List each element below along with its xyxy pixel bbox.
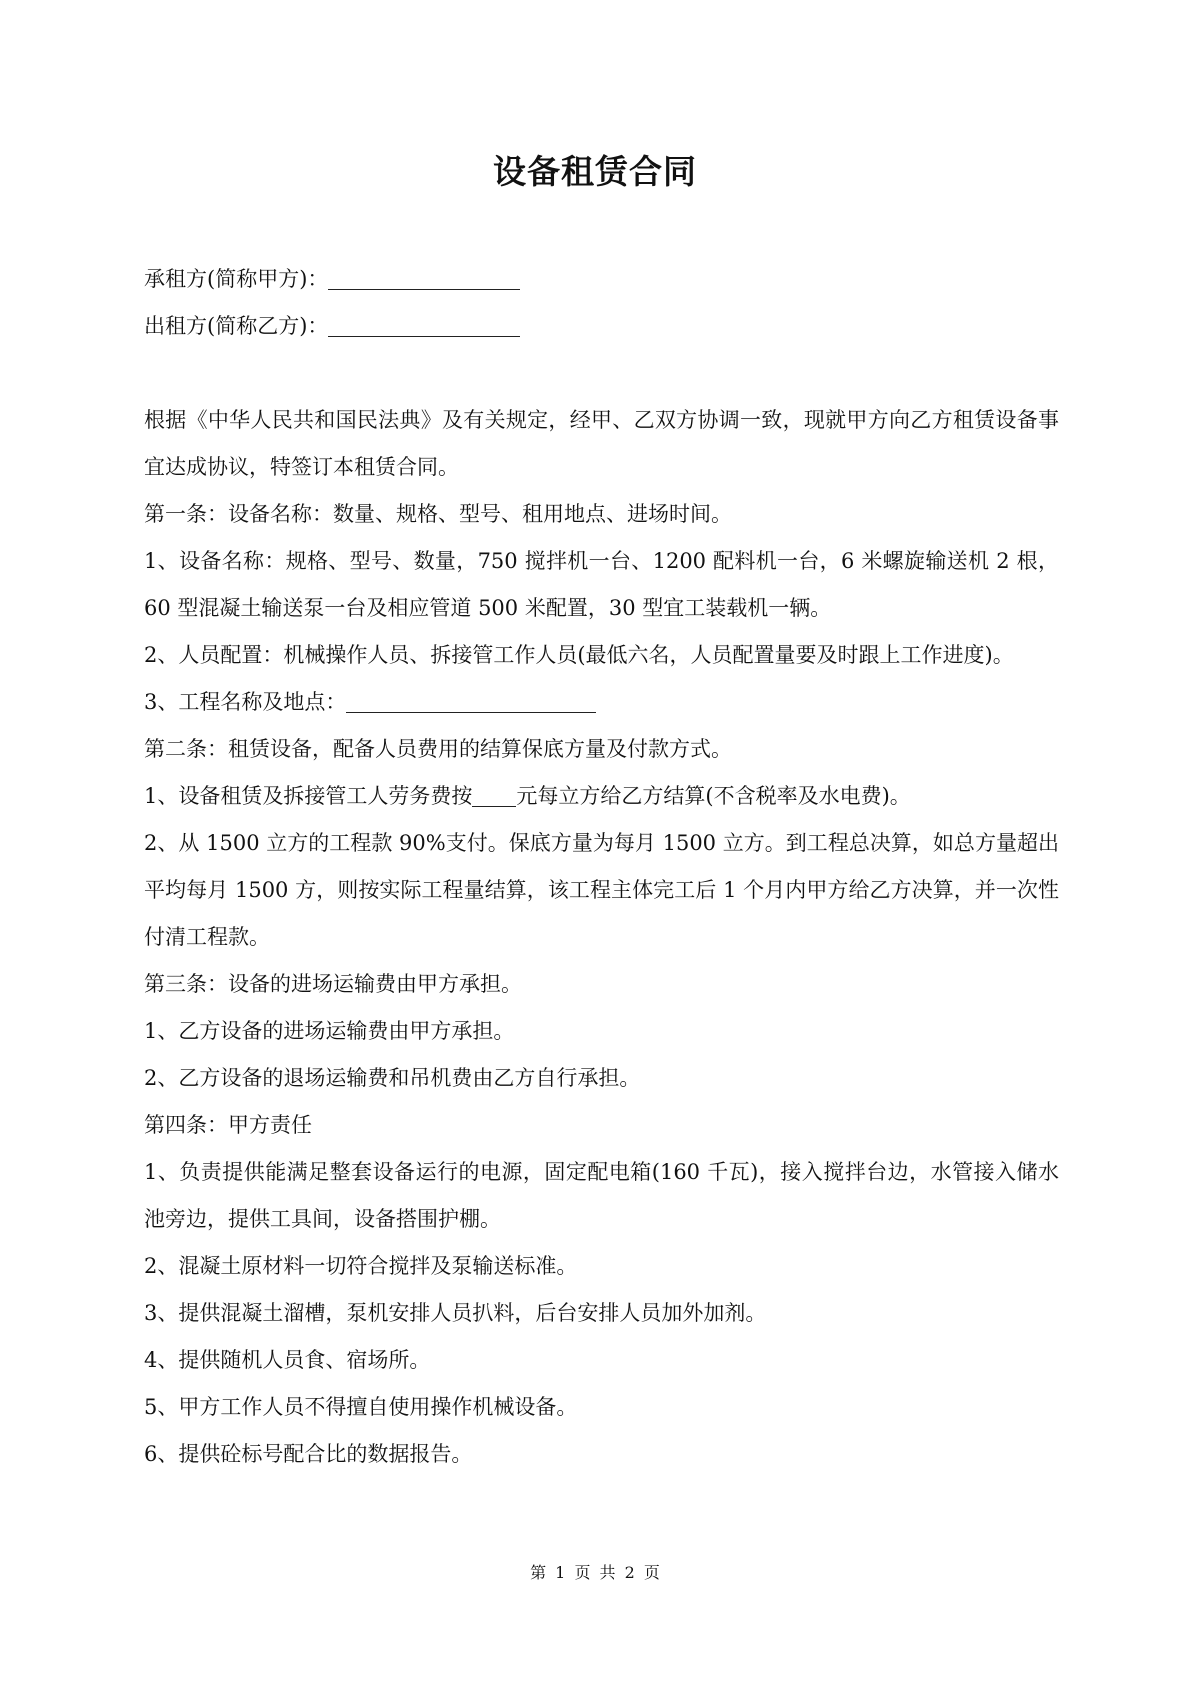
- document-title: 设备租赁合同: [493, 152, 697, 191]
- article-4-item-1: 1、负责提供能满足整套设备运行的电源，固定配电箱(160 千瓦)，接入搅拌台边，水管接入储水池旁边，提供工具间，设备搭围护棚。: [144, 1160, 1059, 1231]
- party-b-label: 出租方(简称乙方)：: [144, 314, 329, 338]
- article-2-title: 第二条：租赁设备，配备人员费用的结算保底方量及付款方式。: [144, 737, 732, 761]
- party-b-line: [144, 303, 1059, 350]
- article-1-item-3: [144, 679, 1059, 726]
- document-body: [144, 256, 1059, 1478]
- project-site-blank: [346, 686, 596, 713]
- article-1-item-1: 1、设备名称：规格、型号、数量，750 搅拌机一台、1200 配料机一台，6 米螺旋输送机 2 根，60 型混凝土输送泵一台及相应管道 500 米配置，30 型宜工装载机一辆。: [144, 549, 1059, 620]
- article-3-item-1: 1、乙方设备的进场运输费由甲方承担。: [144, 1019, 515, 1043]
- article-1-title: 第一条：设备名称：数量、规格、型号、租用地点、进场时间。: [144, 502, 732, 526]
- party-b-blank: [328, 310, 520, 337]
- article-4-title: 第四条：甲方责任: [144, 1113, 312, 1137]
- article-4-item-6: 6、提供砼标号配合比的数据报告。: [144, 1442, 473, 1466]
- article-3-title: 第三条：设备的进场运输费由甲方承担。: [144, 972, 522, 996]
- article-4-item-5: 5、甲方工作人员不得擅自使用操作机械设备。: [144, 1395, 578, 1419]
- spacer: [144, 350, 1059, 397]
- article-3-item-2: 2、乙方设备的退场运输费和吊机费由乙方自行承担。: [144, 1066, 641, 1090]
- article-4-item-2: 2、混凝土原材料一切符合搅拌及泵输送标准。: [144, 1254, 578, 1278]
- price-blank: [472, 780, 516, 807]
- article-1-item-2: 2、人员配置：机械操作人员、拆接管工作人员(最低六名，人员配置量要及时跟上工作进度)。: [144, 643, 1014, 667]
- price-prefix: 1、设备租赁及拆接管工人劳务费按: [144, 784, 473, 808]
- page-footer: 第 1 页 共 2 页: [530, 1563, 660, 1582]
- article-2-item-2: 2、从 1500 立方的工程款 90%支付。保底方量为每月 1500 立方。到工程总决算，如总方量超出平均每月 1500 方，则按实际工程量结算，该工程主体完工后 1 个月内甲方给乙方决算，并一次性付清工程款。: [144, 831, 1059, 949]
- intro-paragraph: 根据《中华人民共和国民法典》及有关规定，经甲、乙双方协调一致，现就甲方向乙方租赁设备事宜达成协议，特签订本租赁合同。: [144, 408, 1059, 479]
- party-a-label: 承租方(简称甲方)：: [144, 267, 329, 291]
- article-2-item-1: [144, 773, 1059, 820]
- article-4-item-3: 3、提供混凝土溜槽，泵机安排人员扒料，后台安排人员加外加剂。: [144, 1301, 767, 1325]
- project-site-label: 3、工程名称及地点：: [144, 690, 347, 714]
- party-a-blank: [328, 263, 520, 290]
- price-suffix: 元每立方给乙方结算(不含税率及水电费)。: [516, 784, 911, 808]
- article-4-item-4: 4、提供随机人员食、宿场所。: [144, 1348, 431, 1372]
- party-a-line: [144, 256, 1059, 303]
